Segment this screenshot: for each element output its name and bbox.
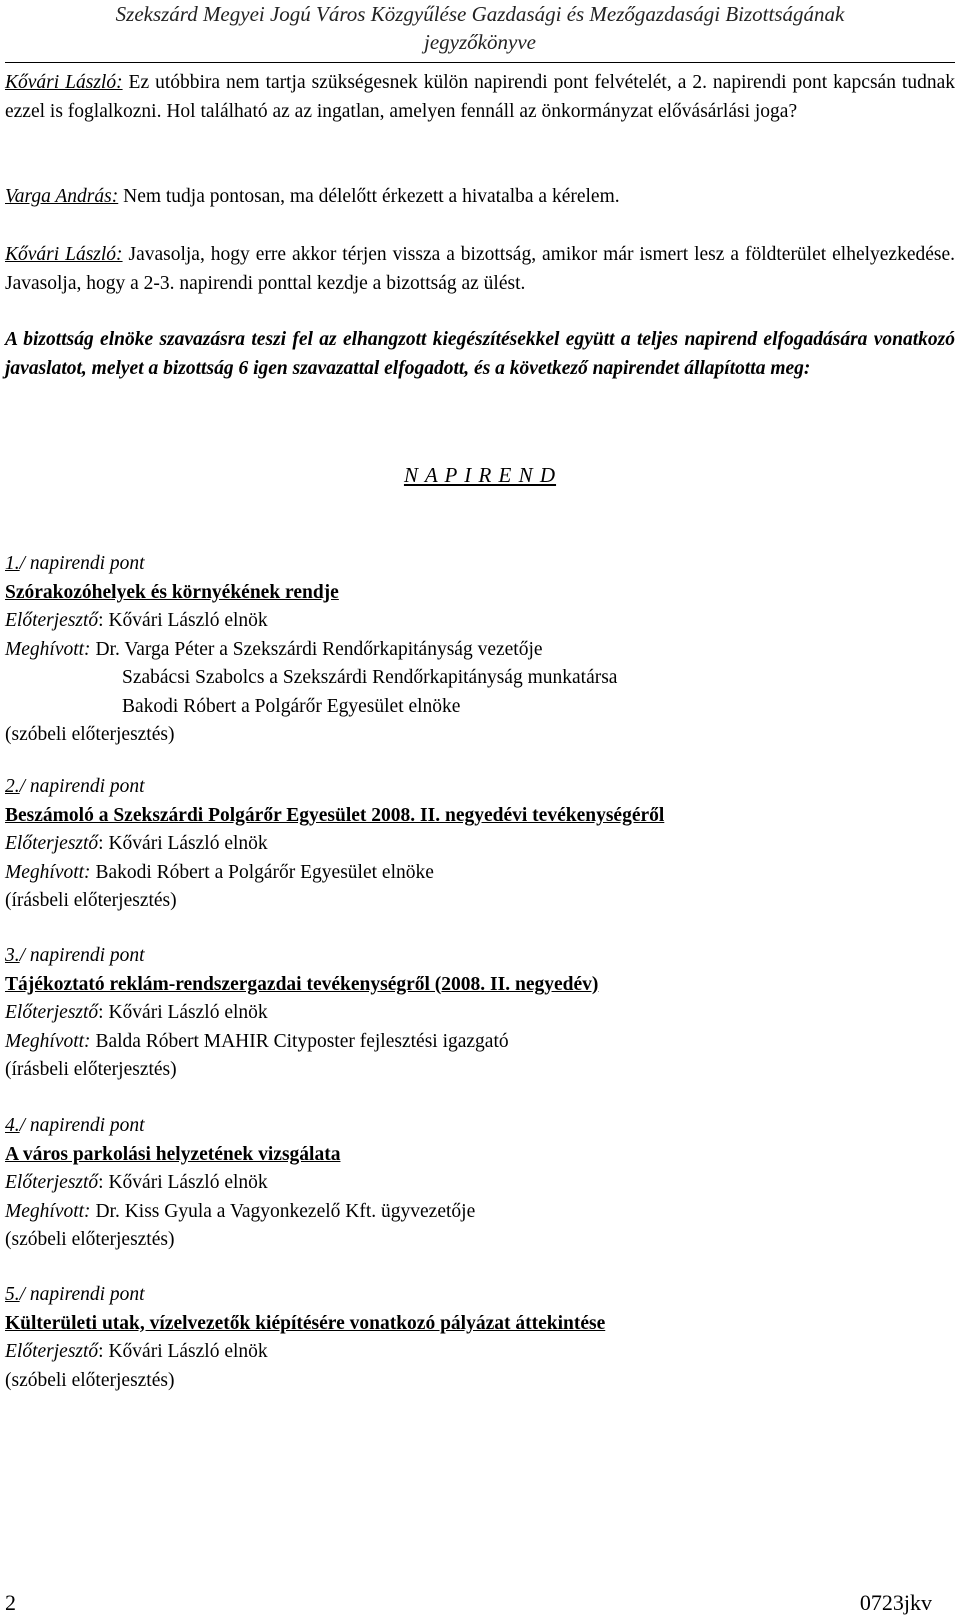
agenda-item-invited: Meghívott: Balda Róbert MAHIR Cityposter fejlesztési igazgató <box>5 1030 509 1052</box>
agenda-item-type: (szóbeli előterjesztés) <box>5 724 175 745</box>
agenda-item-presenter: Előterjesztő: Kővári László elnök <box>5 610 268 631</box>
document-code: 0723jkv <box>859 1590 932 1615</box>
agenda-item-type: (írásbeli előterjesztés) <box>5 890 177 911</box>
agenda-item-5 <box>5 1281 955 1395</box>
agenda-item-presenter: Előterjesztő: Kővári László elnök <box>5 1341 268 1362</box>
agenda-item-number: 1./ napirendi pont <box>5 553 145 574</box>
paragraph-1 <box>5 68 955 126</box>
agenda-item-3 <box>5 942 955 1085</box>
agenda-item-type: (írásbeli előterjesztés) <box>5 1059 177 1080</box>
document-header <box>0 0 960 56</box>
napirend-title: N A P I R E N D <box>403 463 557 487</box>
agenda-item-title: Tájékoztató reklám-rendszergazdai tevékenységről (2008. II. negyedév) <box>5 973 599 995</box>
paragraph-3 <box>5 240 955 298</box>
page-number: 2 <box>5 1590 16 1615</box>
agenda-item-title: Külterületi utak, vízelvezetők kiépítésére vonatkozó pályázat áttekintése <box>5 1312 606 1334</box>
speaker-name: Varga András: <box>5 186 119 207</box>
paragraph-text: Javasolja, hogy erre akkor térjen vissza a bizottság, amikor már ismert lesz a földterület elhelyezkedése. Javasolja, hogy a 2-3. napirendi ponttal kezdje a bizottság az ülést. <box>5 244 955 294</box>
agenda-item-invited: Meghívott: Dr. Varga Péter a Szekszárdi Rendőrkapitányság vezetője <box>5 638 543 660</box>
agenda-item-title: Beszámoló a Szekszárdi Polgárőr Egyesület 2008. II. negyedévi tevékenységéről <box>5 804 665 826</box>
agenda-item-presenter: Előterjesztő: Kővári László elnök <box>5 1172 268 1193</box>
agenda-item-4 <box>5 1112 955 1255</box>
agenda-item-type: (szóbeli előterjesztés) <box>5 1229 175 1250</box>
header-title: Szekszárd Megyei Jogú Város Közgyűlése Gazdasági és Mezőgazdasági Bizottságának <box>115 2 845 26</box>
agenda-item-type: (szóbeli előterjesztés) <box>5 1369 175 1391</box>
paragraph-text: Nem tudja pontosan, ma délelőtt érkezett a hivatalba a kérelem. <box>118 186 620 207</box>
agenda-item-title: Szórakozóhelyek és környékének rendje <box>5 581 339 603</box>
header-subtitle: jegyzőkönyve <box>424 30 536 54</box>
paragraph-text: Ez utóbbira nem tartja szükségesnek külön napirendi pont felvételét, a 2. napirendi pont kapcsán tudnak ezzel is foglalkozni. Hol található az az ingatlan, amelyen fennáll az önkormányzat elővásárlási joga? <box>5 72 955 122</box>
agenda-item-invited-extra: Bakodi Róbert a Polgárőr Egyesület elnöke <box>122 695 461 717</box>
speaker-name: Kővári László: <box>5 72 123 93</box>
agenda-item-presenter: Előterjesztő: Kővári László elnök <box>5 1002 268 1023</box>
agenda-item-presenter: Előterjesztő: Kővári László elnök <box>5 833 268 854</box>
agenda-item-1 <box>5 550 955 750</box>
agenda-item-invited: Meghívott: Dr. Kiss Gyula a Vagyonkezelő Kft. ügyvezetője <box>5 1200 476 1222</box>
speaker-name: Kővári László: <box>5 244 123 265</box>
header-divider <box>5 62 955 63</box>
paragraph-2 <box>5 182 955 211</box>
agenda-item-number: 4./ napirendi pont <box>5 1115 145 1136</box>
agenda-item-number: 2./ napirendi pont <box>5 776 145 797</box>
decision-paragraph: A bizottság elnöke szavazásra teszi fel az elhangzott kiegészítésekkel együtt a teljes napirend elfogadására vonatkozó javaslatot, melyet a bizottság 6 igen szavazattal elfogadott, és a következő napirendet állapította meg: <box>5 329 955 379</box>
agenda-item-invited: Meghívott: Bakodi Róbert a Polgárőr Egyesület elnöke <box>5 861 434 883</box>
agenda-item-number: 3./ napirendi pont <box>5 945 145 966</box>
agenda-item-number: 5./ napirendi pont <box>5 1284 145 1305</box>
agenda-item-2 <box>5 773 955 916</box>
agenda-item-invited-extra: Szabácsi Szabolcs a Szekszárdi Rendőrkapitányság munkatársa <box>122 667 618 688</box>
agenda-item-title: A város parkolási helyzetének vizsgálata <box>5 1143 341 1165</box>
